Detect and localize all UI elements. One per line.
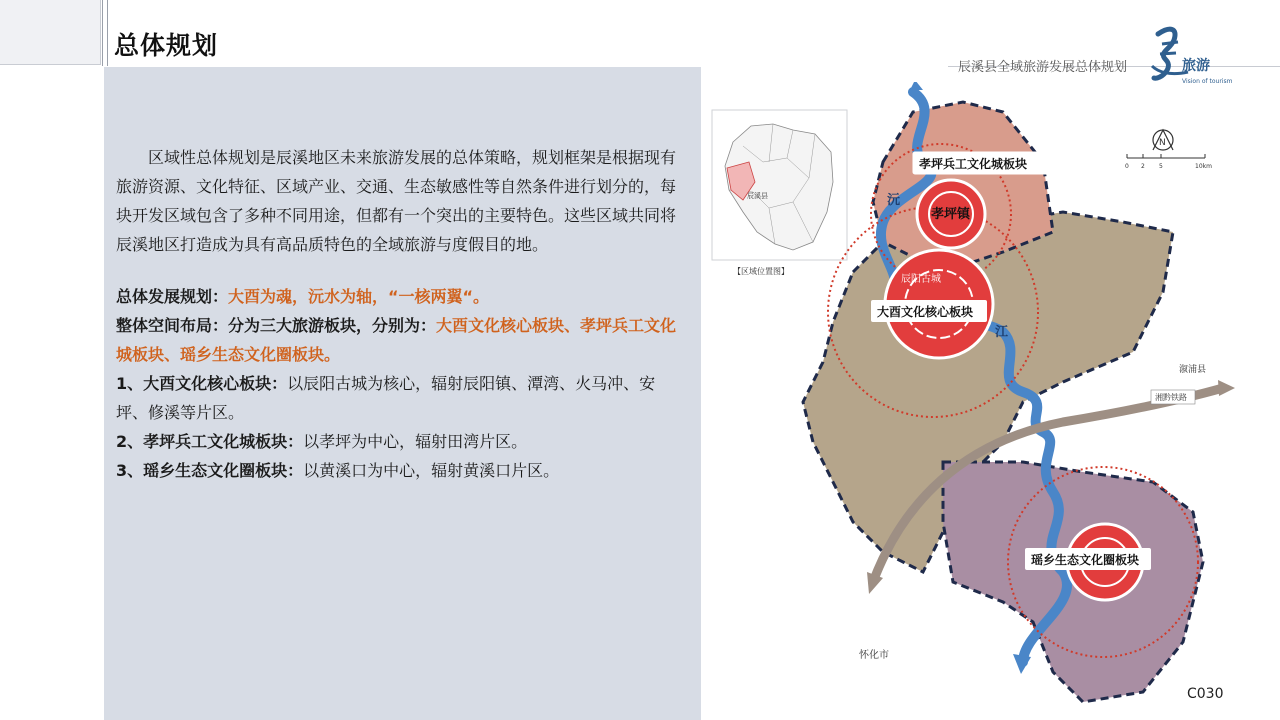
scale-tick: 10km: [1195, 163, 1212, 170]
north-arrow-icon: [1153, 130, 1173, 150]
river-arrow-south: [1013, 654, 1031, 674]
page-title: 总体规划: [114, 31, 219, 60]
scale-tick: 0: [1125, 163, 1129, 170]
north-label: N: [1159, 138, 1166, 148]
river-label-jiang: 江: [995, 325, 1009, 340]
scale-bar: [1125, 154, 1212, 170]
spatial-layout-line: [116, 311, 686, 369]
development-plan-label: 总体发展规划：: [116, 287, 229, 306]
inset-location-map: [712, 110, 847, 276]
inset-county-label: 辰溪县: [747, 192, 768, 200]
railway-arrow-east: [1218, 380, 1235, 396]
logo-subtext: Vision of tourism: [1182, 78, 1233, 85]
intro-paragraph: 区域性总体规划是辰溪地区未来旅游发展的总体策略，规划框架是根据现有旅游资源、文化特征、区域产业、交通、生态敏感性等自然条件进行划分的，每块开发区域包含了多种不同用途，但都有一个突出的主要特色。这些区域共同将辰溪地区打造成为具有高品质特色的全域旅游与度假目的地。: [116, 148, 677, 254]
block-item-text: 以黄溪口为中心，辐射黄溪口片区。: [303, 461, 560, 480]
tourism-logo: [1148, 20, 1258, 90]
scale-tick: 2: [1141, 163, 1145, 170]
spatial-layout-value: 大酉文化核心板块、孝坪兵工文化城板块、瑶乡生态文化圈板块。: [116, 316, 677, 364]
spatial-layout-label: 整体空间布局：分为三大旅游板块，分别为：: [116, 316, 437, 335]
river-label-yuan: 沅: [887, 193, 901, 208]
block-item: [116, 456, 686, 485]
block-item-text: 以辰阳古城为核心，辐射辰阳镇、潭湾、火马冲、安坪、修溪等片区。: [116, 374, 656, 422]
railway-arrow-west: [867, 572, 883, 594]
core-block-label: 大酉文化核心板块: [877, 305, 974, 319]
zoning-map: [703, 82, 1280, 720]
planning-text: [116, 143, 686, 485]
development-plan-value: 大酉为魂，沅水为轴，“一核两翼“。: [228, 287, 490, 306]
chenyang-town-label: 辰阳古城: [901, 274, 941, 285]
scale-tick: 5: [1159, 163, 1163, 170]
header-divider: [102, 0, 108, 66]
xiaoping-block-label: 孝坪兵工文化城板块: [919, 157, 1028, 171]
block-item: [116, 369, 686, 427]
yao-block-label: 瑶乡生态文化圈板块: [1031, 553, 1140, 567]
river-arrow-north: [910, 82, 923, 90]
neighbor-county-label: 溆浦县: [1179, 365, 1207, 375]
block-item: [116, 427, 686, 456]
neighbor-city-label: 怀化市: [859, 650, 889, 661]
block-item-label: 1、大酉文化核心板块：: [116, 374, 288, 393]
development-plan-line: [116, 282, 686, 311]
xiaoping-town-label: 孝坪镇: [931, 207, 971, 222]
block-item-label: 3、瑶乡生态文化圈板块：: [116, 461, 304, 480]
header-corner-block: [0, 0, 101, 65]
block-item-label: 2、孝坪兵工文化城板块：: [116, 432, 304, 451]
logo-text: 旅游: [1182, 58, 1210, 74]
railway-label: 湘黔铁路: [1155, 393, 1187, 402]
document-subtitle: 辰溪县全域旅游发展总体规划: [958, 60, 1128, 75]
block-item-text: 以孝坪为中心，辐射田湾片区。: [303, 432, 528, 451]
inset-caption: 【区域位置图】: [733, 267, 789, 276]
page-number: C030: [1187, 686, 1224, 702]
